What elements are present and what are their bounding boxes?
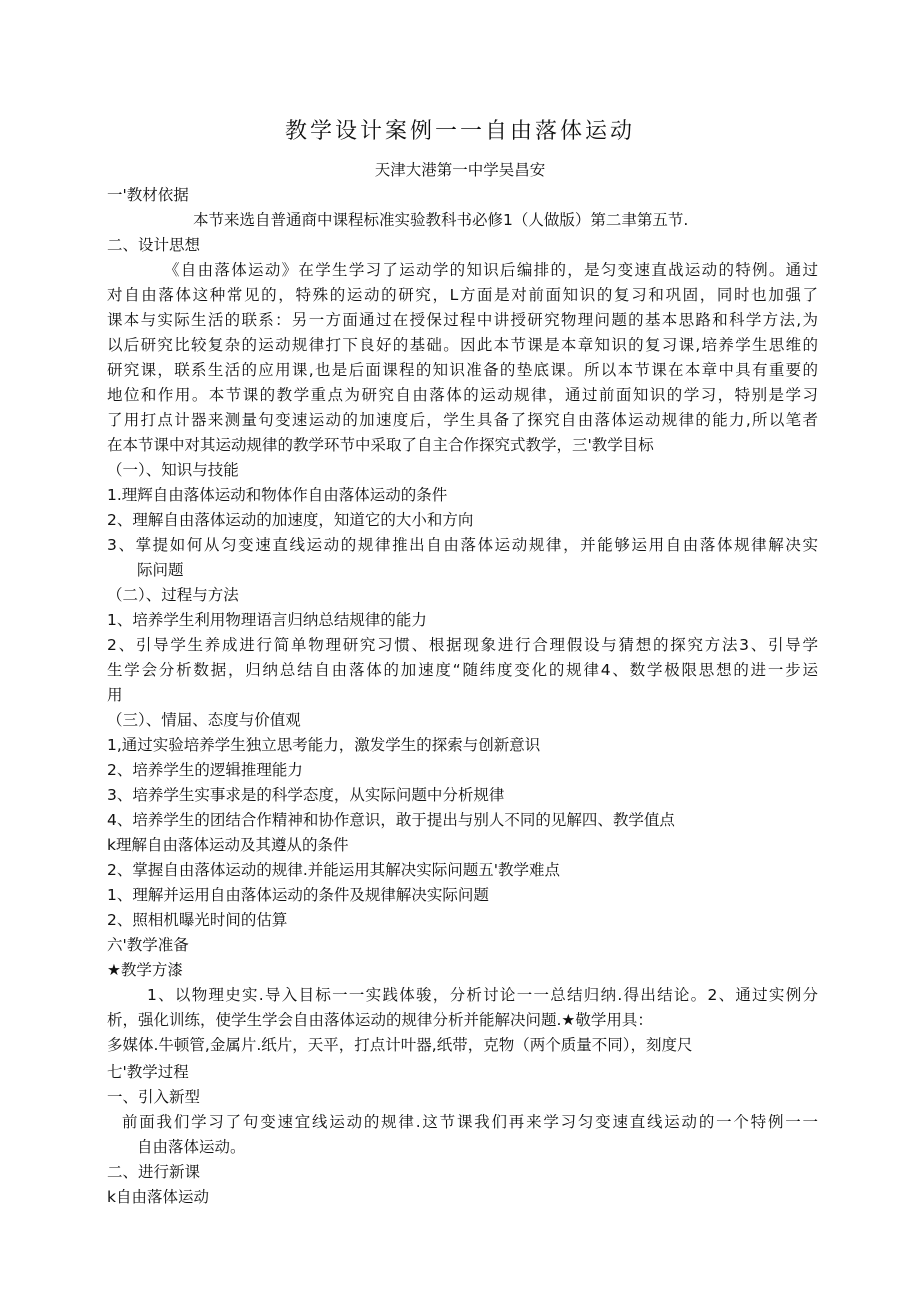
subsection-heading: 一、引入新型 xyxy=(107,1088,201,1106)
subsection-heading: k自由落体运动 xyxy=(107,1188,209,1206)
paragraph-line: 在本节课中对其运动规律的教学环节中采取了自主合作探究式教学，三'教学目标 xyxy=(107,436,654,454)
paragraph-line: 多媒体.牛顿管,金属片.纸片，天平，打点计叶器,纸带，克物（两个质量不同），刻度尺 xyxy=(107,1036,693,1054)
list-item: 1、培养学生利用物理语言归纳总结规律的能力 xyxy=(107,611,427,629)
list-item: 生学会分析数据，归纳总结自由落体的加速度“随纬度变化的规律4、数学极限思想的进一步运 xyxy=(107,661,818,679)
paragraph-line: 研究课，联系生活的应用课,也是后面课程的知识准备的垫底课。所以本节课在本章中具有重要的 xyxy=(107,361,818,379)
list-item: 1.理辉自由落体运动和物体作自由落体运动的条件 xyxy=(107,486,448,504)
paragraph-line: 《自由落体运动》在学生学习了运动学的知识后编排的，是匀变速直战运动的特例。通过 xyxy=(164,261,818,279)
subsection-heading: （三）、情届、态度与价值观 xyxy=(107,711,301,729)
list-item: k理解自由落体运动及其遵从的条件 xyxy=(107,836,349,854)
paragraph-line: 自由落体运动。 xyxy=(137,1138,246,1156)
paragraph-line: 以后研究比较复杂的运动规律打下良好的基础。因此本节课是本章知识的复习课,培养学生思维的 xyxy=(107,336,818,354)
author-line: 天津大港第一中学吴昌安 xyxy=(374,161,546,179)
list-item: 2、掌握自由落体运动的规律.并能运用其解决实际问题五'教学难点 xyxy=(107,861,561,879)
list-item-continuation: 用 xyxy=(107,686,123,704)
list-item: 2、培养学生的逻辑推理能力 xyxy=(107,761,303,779)
paragraph-line: 了用打点计器来测量句变速运动的加速度后，学生具备了探究自由落体运动规律的能力,所以笔者 xyxy=(107,411,818,429)
paragraph-line: 析，强化训练，使学生学会自由落体运动的规律分析并能解决问题.★敬学用具： xyxy=(107,1011,653,1029)
list-item: 3、掌提如何从匀变速直线运动的规律推出自由落体运动规律，并能够运用自由落体规律解决实 xyxy=(107,536,818,554)
list-item: 3、培养学生实事求是的科学态度，从实际问题中分析规律 xyxy=(107,786,505,804)
subsection-heading: 二、进行新课 xyxy=(107,1163,201,1181)
list-item: 1、理解并运用自由落体运动的条件及规律解决实际问题 xyxy=(107,886,489,904)
subsection-heading: ★教学方漆 xyxy=(107,961,183,979)
list-item: 2、照相机曝光时间的估算 xyxy=(107,911,288,929)
list-item: 2、引导学生养成进行简单物理研究习惯、根据现象进行合理假设与猜想的探究方法3、引导学 xyxy=(107,636,818,654)
subsection-heading: （一）、知识与技能 xyxy=(107,461,239,479)
paragraph-line: 1、以物理史实.导入目标一一实践体骏，分析讨论一一总结归纳.得出结论。2、通过实例分 xyxy=(147,986,818,1004)
paragraph-line: 本节来选自普通商中课程标准实验教科书必修1（人做版）第二聿第五节. xyxy=(193,211,689,229)
document-title: 教学设计案例一一自由落体运动 xyxy=(284,119,635,144)
section-heading: 七'教学过程 xyxy=(107,1063,189,1081)
paragraph-line: 前面我们学习了句变速宜线运动的规律.这节课我们再来学习匀变速直线运动的一个特例一一 xyxy=(122,1113,818,1131)
section-heading: 一'教材依据 xyxy=(107,186,189,204)
section-heading: 二、设计思想 xyxy=(107,236,201,254)
paragraph-line: 课本与实际生活的联系：另一方面通过在授保过程中讲授研究物理问题的基本思路和科学方法,为 xyxy=(107,311,818,329)
subsection-heading: （二）、过程与方法 xyxy=(107,586,239,604)
paragraph-line: 对自由落体这种常见的，特殊的运动的研究，L方面是对前面知识的复习和巩固，同时也加强了 xyxy=(107,286,818,304)
list-item: 4、培养学生的团结合作精神和协作意识，敢于提出与别人不同的见解四、教学值点 xyxy=(107,811,675,829)
list-item: 1,通过实验培养学生独立思考能力，激发学生的探索与创新意识 xyxy=(107,736,541,754)
list-item: 2、理解自由落体运动的加速度，知道它的大小和方向 xyxy=(107,511,474,529)
paragraph-line: 地位和作用。本节课的教学重点为研究自由落体的运动规律，通过前面知识的学习，特别是学习 xyxy=(107,386,818,404)
list-item-continuation: 际问题 xyxy=(137,561,184,579)
section-heading: 六'教学准备 xyxy=(107,936,189,954)
